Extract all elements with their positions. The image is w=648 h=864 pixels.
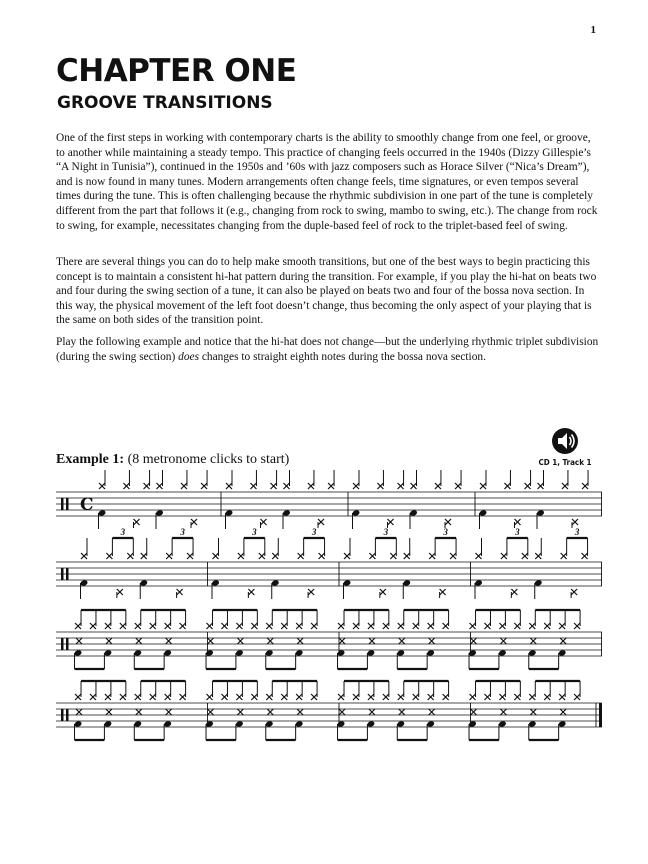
hi-hat-foot-note bbox=[191, 519, 197, 525]
ride-cymbal-note bbox=[429, 553, 435, 559]
cymbal-note bbox=[207, 623, 213, 629]
cymbal-note bbox=[353, 694, 359, 700]
rim-click-note bbox=[237, 709, 243, 715]
ride-cymbal-note bbox=[504, 483, 510, 489]
cymbal-note bbox=[443, 623, 449, 629]
cymbal-note bbox=[251, 694, 257, 700]
cymbal-note bbox=[428, 694, 434, 700]
cymbal-note bbox=[443, 694, 449, 700]
cymbal-note bbox=[105, 623, 111, 629]
cymbal-note bbox=[544, 623, 550, 629]
cymbal-note bbox=[296, 623, 302, 629]
hi-hat-foot-note bbox=[511, 589, 517, 595]
cymbal-note bbox=[311, 623, 317, 629]
ride-cymbal-note bbox=[187, 553, 193, 559]
cymbal-note bbox=[383, 623, 389, 629]
ride-cymbal-note bbox=[250, 483, 256, 489]
hi-hat-foot-note bbox=[117, 589, 123, 595]
hi-hat-foot-note bbox=[571, 589, 577, 595]
ride-cymbal-note bbox=[298, 553, 304, 559]
cymbal-note bbox=[281, 623, 287, 629]
cymbal-note bbox=[150, 623, 156, 629]
cymbal-note bbox=[368, 623, 374, 629]
ride-cymbal-note bbox=[201, 483, 207, 489]
rim-click-note bbox=[369, 638, 375, 644]
ride-cymbal-note bbox=[398, 483, 404, 489]
page-number: 1 bbox=[590, 24, 596, 36]
ride-cymbal-note bbox=[538, 483, 544, 489]
p3-text-end: changes to straight eighth notes during the bossa nova section. bbox=[199, 350, 486, 363]
hi-hat-foot-note bbox=[261, 519, 267, 525]
cymbal-note bbox=[221, 694, 227, 700]
ride-cymbal-note bbox=[106, 553, 112, 559]
cymbal-note bbox=[311, 694, 317, 700]
percussion-clef bbox=[66, 568, 69, 580]
rim-click-note bbox=[339, 709, 345, 715]
ride-cymbal-note bbox=[308, 483, 314, 489]
rim-click-note bbox=[166, 709, 172, 715]
percussion-clef bbox=[61, 498, 64, 510]
hi-hat-foot-note bbox=[308, 589, 314, 595]
rim-click-note bbox=[399, 638, 405, 644]
ride-cymbal-note bbox=[226, 483, 232, 489]
ride-cymbal-note bbox=[141, 553, 147, 559]
ride-cymbal-note bbox=[181, 483, 187, 489]
cymbal-note bbox=[559, 623, 565, 629]
cymbal-note bbox=[398, 694, 404, 700]
cymbal-note bbox=[559, 694, 565, 700]
cymbal-note bbox=[135, 694, 141, 700]
cymbal-note bbox=[514, 623, 520, 629]
cd-track-label: CD 1, Track 1 bbox=[538, 458, 592, 467]
ride-cymbal-note bbox=[271, 483, 277, 489]
cymbal-note bbox=[338, 694, 344, 700]
ride-cymbal-note bbox=[476, 553, 482, 559]
ride-cymbal-note bbox=[450, 553, 456, 559]
cymbal-note bbox=[499, 623, 505, 629]
cymbal-note bbox=[428, 623, 434, 629]
cymbal-note bbox=[353, 623, 359, 629]
cymbal-note bbox=[470, 694, 476, 700]
cymbal-note bbox=[574, 694, 580, 700]
rim-click-note bbox=[369, 709, 375, 715]
cymbal-note bbox=[90, 623, 96, 629]
triplet-label: 3 bbox=[574, 527, 580, 537]
cymbal-note bbox=[338, 623, 344, 629]
ride-cymbal-note bbox=[213, 553, 219, 559]
paragraph-hihat: There are several things you can do to help make smooth transitions, but one of the best ways to begin practicing this concept is to maintain a consistent hi-hat pattern during the transition. For example, if you play the hi-hat on beats two and four during the swing section of a tune, it can also be played on beats two and four of the bossa nova section. In this way, the physical movement of the left foot doesn’t change, thus becoming the only aspect of your playing that is the same on both sides of the transition point. bbox=[56, 256, 597, 327]
p3-text-start: Play the following example and notice that the hi-hat does not change—but the underlying rhythmic triplet subdivision (during the swing section) bbox=[56, 336, 599, 363]
triplet-label: 3 bbox=[120, 527, 126, 537]
rim-click-note bbox=[339, 638, 345, 644]
cymbal-note bbox=[75, 623, 81, 629]
triplet-label: 3 bbox=[443, 527, 448, 537]
example-note: (8 metronome clicks to start) bbox=[124, 452, 290, 467]
triplet-label: 3 bbox=[252, 527, 257, 537]
speaker-icon[interactable] bbox=[552, 427, 578, 455]
ride-cymbal-note bbox=[561, 553, 567, 559]
time-signature: C bbox=[80, 495, 94, 515]
final-barline bbox=[599, 703, 602, 727]
cymbal-note bbox=[484, 694, 490, 700]
ride-cymbal-note bbox=[535, 553, 541, 559]
drum-notation bbox=[56, 470, 602, 770]
paragraph-intro: One of the first steps in working with contemporary charts is the ability to smoothly change from one feel, or groove, to another while maintaining a steady tempo. This practice of changing feels occurred in the 1940s (Dizzy Gillespie’s “A Night in Tunisia”), continued in the 1950s and ’60s with jazz composers such as Horace Silver (“Nica’s Dream”), and is now found in many tunes. Modern arrangements often change feels, time signatures, or even tempos several times during the tune. This is often challenging because the rhythmic subdivision in one part of the tune is completely different from the part that follows it (e.g., changing from rock to swing, mambo to swing, etc.). The change from rock to swing, for example, necessitates changing from the duple-based feel of rock to the triplet-based feel of swing. bbox=[56, 132, 598, 232]
ride-cymbal-note bbox=[319, 553, 325, 559]
percussion-clef bbox=[61, 568, 64, 580]
cymbal-note bbox=[529, 694, 535, 700]
ride-cymbal-note bbox=[144, 483, 150, 489]
ride-cymbal-note bbox=[328, 483, 334, 489]
rim-click-note bbox=[471, 709, 477, 715]
cymbal-note bbox=[135, 623, 141, 629]
cymbal-note bbox=[251, 623, 257, 629]
ride-cymbal-note bbox=[582, 483, 588, 489]
rim-click-note bbox=[429, 638, 435, 644]
hi-hat-foot-note bbox=[134, 519, 140, 525]
hi-hat-foot-note bbox=[515, 519, 521, 525]
cymbal-note bbox=[368, 694, 374, 700]
ride-cymbal-note bbox=[562, 483, 568, 489]
cymbal-note bbox=[165, 623, 171, 629]
rim-click-note bbox=[429, 709, 435, 715]
triplet-label: 3 bbox=[180, 527, 185, 537]
cymbal-note bbox=[207, 694, 213, 700]
cymbal-note bbox=[574, 623, 580, 629]
ride-cymbal-note bbox=[99, 483, 105, 489]
p3-emphasis: does bbox=[178, 350, 200, 363]
rim-click-note bbox=[530, 638, 536, 644]
rim-click-note bbox=[560, 638, 566, 644]
cymbal-note bbox=[281, 694, 287, 700]
cymbal-note bbox=[221, 623, 227, 629]
hi-hat-foot-note bbox=[445, 519, 451, 525]
rim-click-note bbox=[136, 638, 142, 644]
ride-cymbal-note bbox=[166, 553, 172, 559]
cymbal-note bbox=[499, 694, 505, 700]
percussion-clef bbox=[66, 638, 69, 650]
cymbal-note bbox=[120, 623, 126, 629]
cymbal-note bbox=[120, 694, 126, 700]
rim-click-note bbox=[297, 638, 303, 644]
rim-click-note bbox=[106, 709, 112, 715]
rim-click-note bbox=[560, 709, 566, 715]
cymbal-note bbox=[266, 623, 272, 629]
hi-hat-foot-note bbox=[248, 589, 254, 595]
cymbal-note bbox=[75, 694, 81, 700]
rim-click-note bbox=[267, 709, 273, 715]
ride-cymbal-note bbox=[582, 553, 588, 559]
hi-hat-foot-note bbox=[380, 589, 386, 595]
ride-cymbal-note bbox=[404, 553, 410, 559]
ride-cymbal-note bbox=[501, 553, 507, 559]
hi-hat-foot-note bbox=[572, 519, 578, 525]
percussion-clef bbox=[61, 638, 64, 650]
example-label bbox=[56, 452, 289, 468]
cymbal-note bbox=[150, 694, 156, 700]
cymbal-note bbox=[484, 623, 490, 629]
ride-cymbal-note bbox=[157, 483, 163, 489]
percussion-clef bbox=[66, 709, 69, 721]
cymbal-note bbox=[105, 694, 111, 700]
ride-cymbal-note bbox=[455, 483, 461, 489]
cymbal-note bbox=[180, 694, 186, 700]
cymbal-note bbox=[544, 694, 550, 700]
ride-cymbal-note bbox=[377, 483, 383, 489]
hi-hat-foot-note bbox=[440, 589, 446, 595]
triplet-label: 3 bbox=[515, 527, 520, 537]
rim-click-note bbox=[237, 638, 243, 644]
triplet-label: 3 bbox=[311, 527, 317, 537]
ride-cymbal-note bbox=[284, 483, 290, 489]
ride-cymbal-note bbox=[390, 553, 396, 559]
ride-cymbal-note bbox=[435, 483, 441, 489]
rim-click-note bbox=[76, 638, 82, 644]
paragraph-example-instructions bbox=[56, 335, 600, 364]
cymbal-note bbox=[180, 623, 186, 629]
rim-click-note bbox=[208, 638, 214, 644]
hi-hat-foot-note bbox=[388, 519, 394, 525]
cymbal-note bbox=[470, 623, 476, 629]
ride-cymbal-note bbox=[238, 553, 244, 559]
hi-hat-foot-note bbox=[318, 519, 324, 525]
rim-click-note bbox=[208, 709, 214, 715]
percussion-clef bbox=[66, 498, 69, 510]
triplet-label: 3 bbox=[383, 527, 389, 537]
percussion-clef bbox=[61, 709, 64, 721]
rim-click-note bbox=[76, 709, 82, 715]
cymbal-note bbox=[236, 623, 242, 629]
cymbal-note bbox=[90, 694, 96, 700]
rim-click-note bbox=[500, 638, 506, 644]
chapter-subtitle: GROOVE TRANSITIONS bbox=[57, 93, 273, 113]
ride-cymbal-note bbox=[123, 483, 129, 489]
chapter-title: CHAPTER ONE bbox=[56, 53, 297, 89]
cymbal-note bbox=[236, 694, 242, 700]
rim-click-note bbox=[106, 638, 112, 644]
ride-cymbal-note bbox=[353, 483, 359, 489]
rim-click-note bbox=[399, 709, 405, 715]
ride-cymbal-note bbox=[411, 483, 417, 489]
cymbal-note bbox=[529, 623, 535, 629]
cymbal-note bbox=[296, 694, 302, 700]
rim-click-note bbox=[500, 709, 506, 715]
example-number: Example 1: bbox=[56, 452, 125, 467]
cymbal-note bbox=[398, 623, 404, 629]
ride-cymbal-note bbox=[272, 553, 278, 559]
rim-click-note bbox=[530, 709, 536, 715]
cymbal-note bbox=[165, 694, 171, 700]
rim-click-note bbox=[136, 709, 142, 715]
rim-click-note bbox=[166, 638, 172, 644]
cymbal-note bbox=[514, 694, 520, 700]
ride-cymbal-note bbox=[344, 553, 350, 559]
cymbal-note bbox=[413, 623, 419, 629]
ride-cymbal-note bbox=[522, 553, 528, 559]
ride-cymbal-note bbox=[369, 553, 375, 559]
ride-cymbal-note bbox=[480, 483, 486, 489]
rim-click-note bbox=[297, 709, 303, 715]
ride-cymbal-note bbox=[127, 553, 133, 559]
hi-hat-foot-note bbox=[177, 589, 183, 595]
rim-click-note bbox=[471, 638, 477, 644]
ride-cymbal-note bbox=[525, 483, 531, 489]
rim-click-note bbox=[267, 638, 273, 644]
cymbal-note bbox=[413, 694, 419, 700]
ride-cymbal-note bbox=[81, 553, 87, 559]
cymbal-note bbox=[383, 694, 389, 700]
cymbal-note bbox=[266, 694, 272, 700]
ride-cymbal-note bbox=[259, 553, 265, 559]
